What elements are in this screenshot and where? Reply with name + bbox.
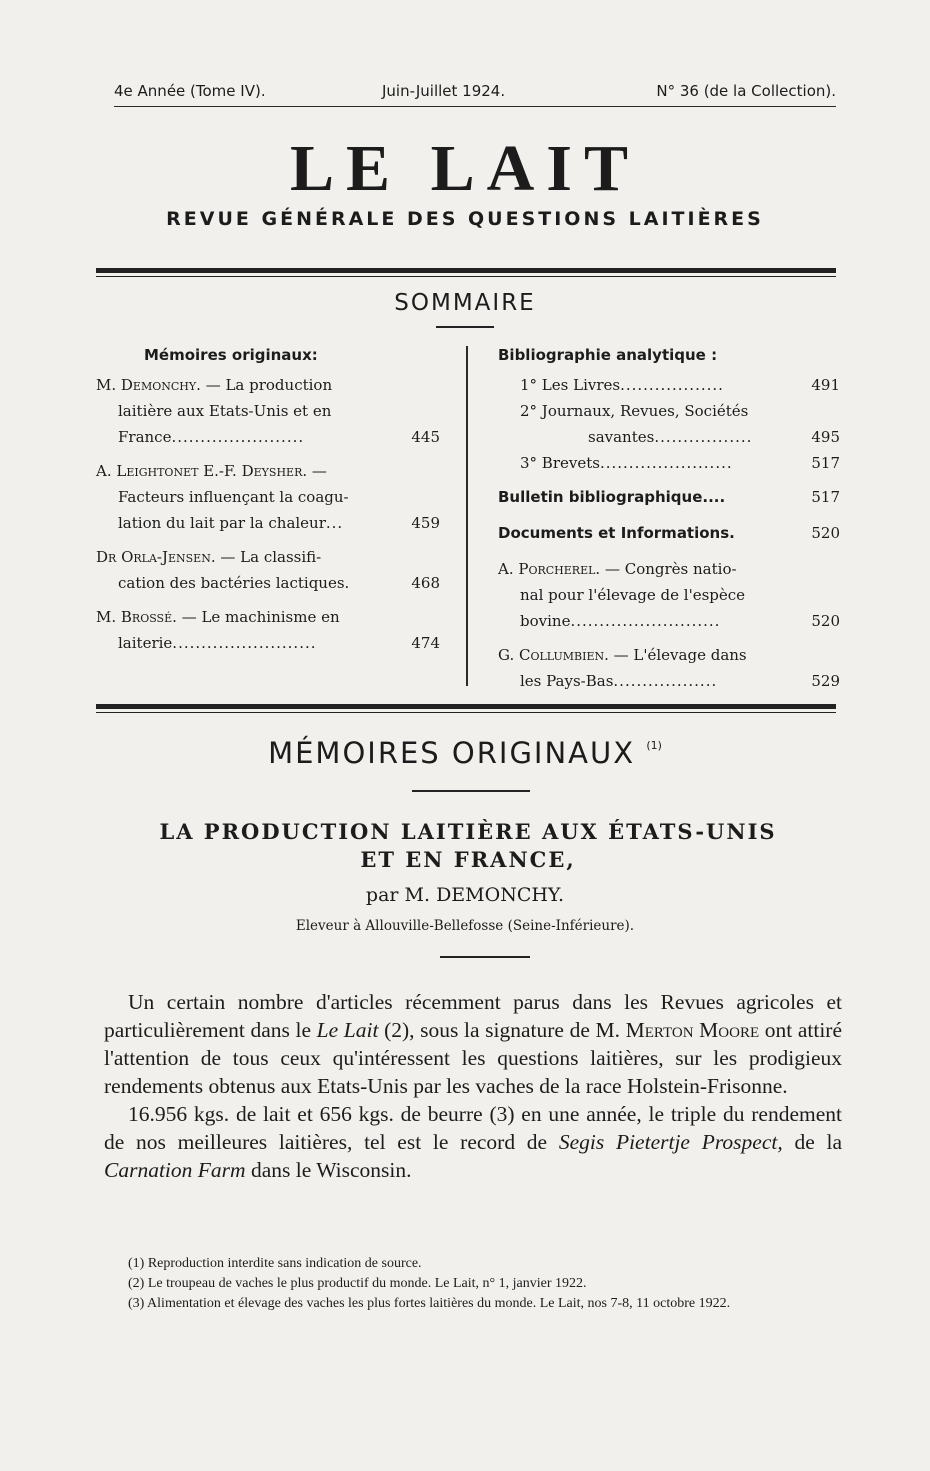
toc-page: 491 <box>811 376 840 394</box>
toc-page: 520 <box>811 612 840 630</box>
toc-author: M. Brossé. <box>96 608 177 626</box>
footnote: (1) Reproduction interdite sans indication de source. <box>128 1256 422 1271</box>
toc-entry: M. Brossé. — Le machinisme en laiterie......................... 474 <box>96 604 440 656</box>
toc-entry: M. Demonchy. — La production laitière aux Etats-Unis et en France....................... 445 <box>96 372 440 450</box>
sommaire-underline <box>436 326 494 328</box>
toc-entry: Documents et Informations. 520 <box>498 520 842 546</box>
journal-subtitle: REVUE GÉNÉRALE DES QUESTIONS LAITIÈRES <box>166 208 764 230</box>
article-byline: par M. DEMONCHY. <box>365 884 565 906</box>
sommaire-title: SOMMAIRE <box>394 290 536 316</box>
toc-page: 495 <box>811 428 840 446</box>
toc-entry: Dr Orla-Jensen. — La classifi- cation des bactéries lactiques. 468 <box>96 544 440 596</box>
toc-column-divider <box>466 346 468 686</box>
toc-page: 468 <box>411 574 440 592</box>
volume-info: 4e Année (Tome IV). <box>114 82 266 100</box>
toc-page: 520 <box>811 524 840 542</box>
toc-author: G. Collumbien. <box>498 646 609 664</box>
toc-entry: 1° Les Livres.................. 491 <box>498 372 842 398</box>
author-affiliation: Eleveur à Allouville-Bellefosse (Seine-Inférieure). <box>295 918 635 934</box>
byline-rule <box>440 956 530 958</box>
toc-right-column: Bibliographie analytique : 1° Les Livres.................. 491 2° Journaux, Revues, Sociétés savantes................. 495 3° Brevets....................... 517 Bulletin bibliographique.... 517 Documents et Informations. 520 A. Porcherel. — Congrès natio- nal pour l'élevage de l'espèce bovine.......................... 520 G. Collumbien. — L'élevage dans les Pays-Bas.................. 529 <box>498 342 842 702</box>
toc-author: A. Leightonet E.-F. Deysher. <box>96 462 308 480</box>
toc-entry: 3° Brevets....................... 517 <box>498 450 842 476</box>
toc-author: A. Porcherel. <box>498 560 601 578</box>
paragraph: 16.956 kgs. de lait et 656 kgs. de beurre (3) en une année, le triple du rendement de nos meilleures laitières, tel est le record de Segis Pietertje Prospect, de la Carnation Farm dans le Wisconsin. <box>104 1102 842 1182</box>
section-title: MÉMOIRES ORIGINAUX $^{(1)}$ <box>268 736 662 770</box>
toc-entry: A. Porcherel. — Congrès natio- nal pour l'élevage de l'espèce bovine.......................... 520 <box>498 556 842 634</box>
footnote: (2) Le troupeau de vaches le plus productif du monde. Le Lait, n° 1, janvier 1922. <box>128 1276 587 1291</box>
toc-author: Dr Orla-Jensen. <box>96 548 216 566</box>
article-body <box>104 988 842 1184</box>
running-header <box>114 80 836 107</box>
toc-page: 445 <box>411 428 440 446</box>
issue-number: N° 36 (de la Collection). <box>656 82 836 100</box>
toc-page: 517 <box>811 454 840 472</box>
toc-page: 517 <box>811 488 840 506</box>
journal-title: LE LAIT <box>290 132 640 205</box>
article-title-line1: LA PRODUCTION LAITIÈRE AUX ÉTATS-UNIS <box>159 819 777 844</box>
toc-entry: G. Collumbien. — L'élevage dans les Pays-Bas.................. 529 <box>498 642 842 694</box>
toc-entry: Bulletin bibliographique.... 517 <box>498 484 842 510</box>
toc-page: 529 <box>811 672 840 690</box>
cow-name: Segis Pietertje Prospect, <box>558 1130 783 1154</box>
section-note-ref: (1) <box>646 739 662 752</box>
toc-rule-thick <box>96 704 836 709</box>
article-title-line2: ET EN FRANCE, <box>360 847 576 872</box>
toc-author: M. Demonchy. <box>96 376 201 394</box>
toc-heading-memoires: Mémoires originaux: <box>144 346 318 364</box>
issue-date: Juin-Juillet 1924. <box>382 82 506 100</box>
toc-page: 459 <box>411 514 440 532</box>
author-name: Merton Moore <box>625 1018 760 1042</box>
toc-entry: A. Leightonet E.-F. Deysher. — Facteurs influençant la coagu- lation du lait par la chaleur... 459 <box>96 458 440 536</box>
journal-name: Le Lait <box>316 1018 379 1042</box>
toc-page: 474 <box>411 634 440 652</box>
toc-entry: 2° Journaux, Revues, Sociétés <box>520 402 749 420</box>
toc-left-column <box>96 342 440 664</box>
farm-name: Carnation Farm <box>104 1158 246 1182</box>
paragraph: Un certain nombre d'articles récemment parus dans les Revues agricoles et particulièrement dans le Le Lait (2), sous la signature de M. Merton Moore ont attiré l'attention de tous ceux qu'intéressent les questions laitières, sur les prodigieux rendements obtenus aux Etats-Unis par les vaches de la race Holstein-Frisonne. <box>104 990 843 1098</box>
header-rule-thin <box>96 276 836 277</box>
toc-heading-bibliographie: Bibliographie analytique : <box>498 346 718 364</box>
footnotes <box>104 1254 842 1314</box>
toc-rule-thin <box>96 712 836 713</box>
section-underline <box>412 790 530 792</box>
footnote: (3) Alimentation et élevage des vaches les plus fortes laitières du monde. Le Lait, nos 7-8, 11 octobre 1922. <box>128 1296 731 1311</box>
header-rule-thick <box>96 268 836 273</box>
